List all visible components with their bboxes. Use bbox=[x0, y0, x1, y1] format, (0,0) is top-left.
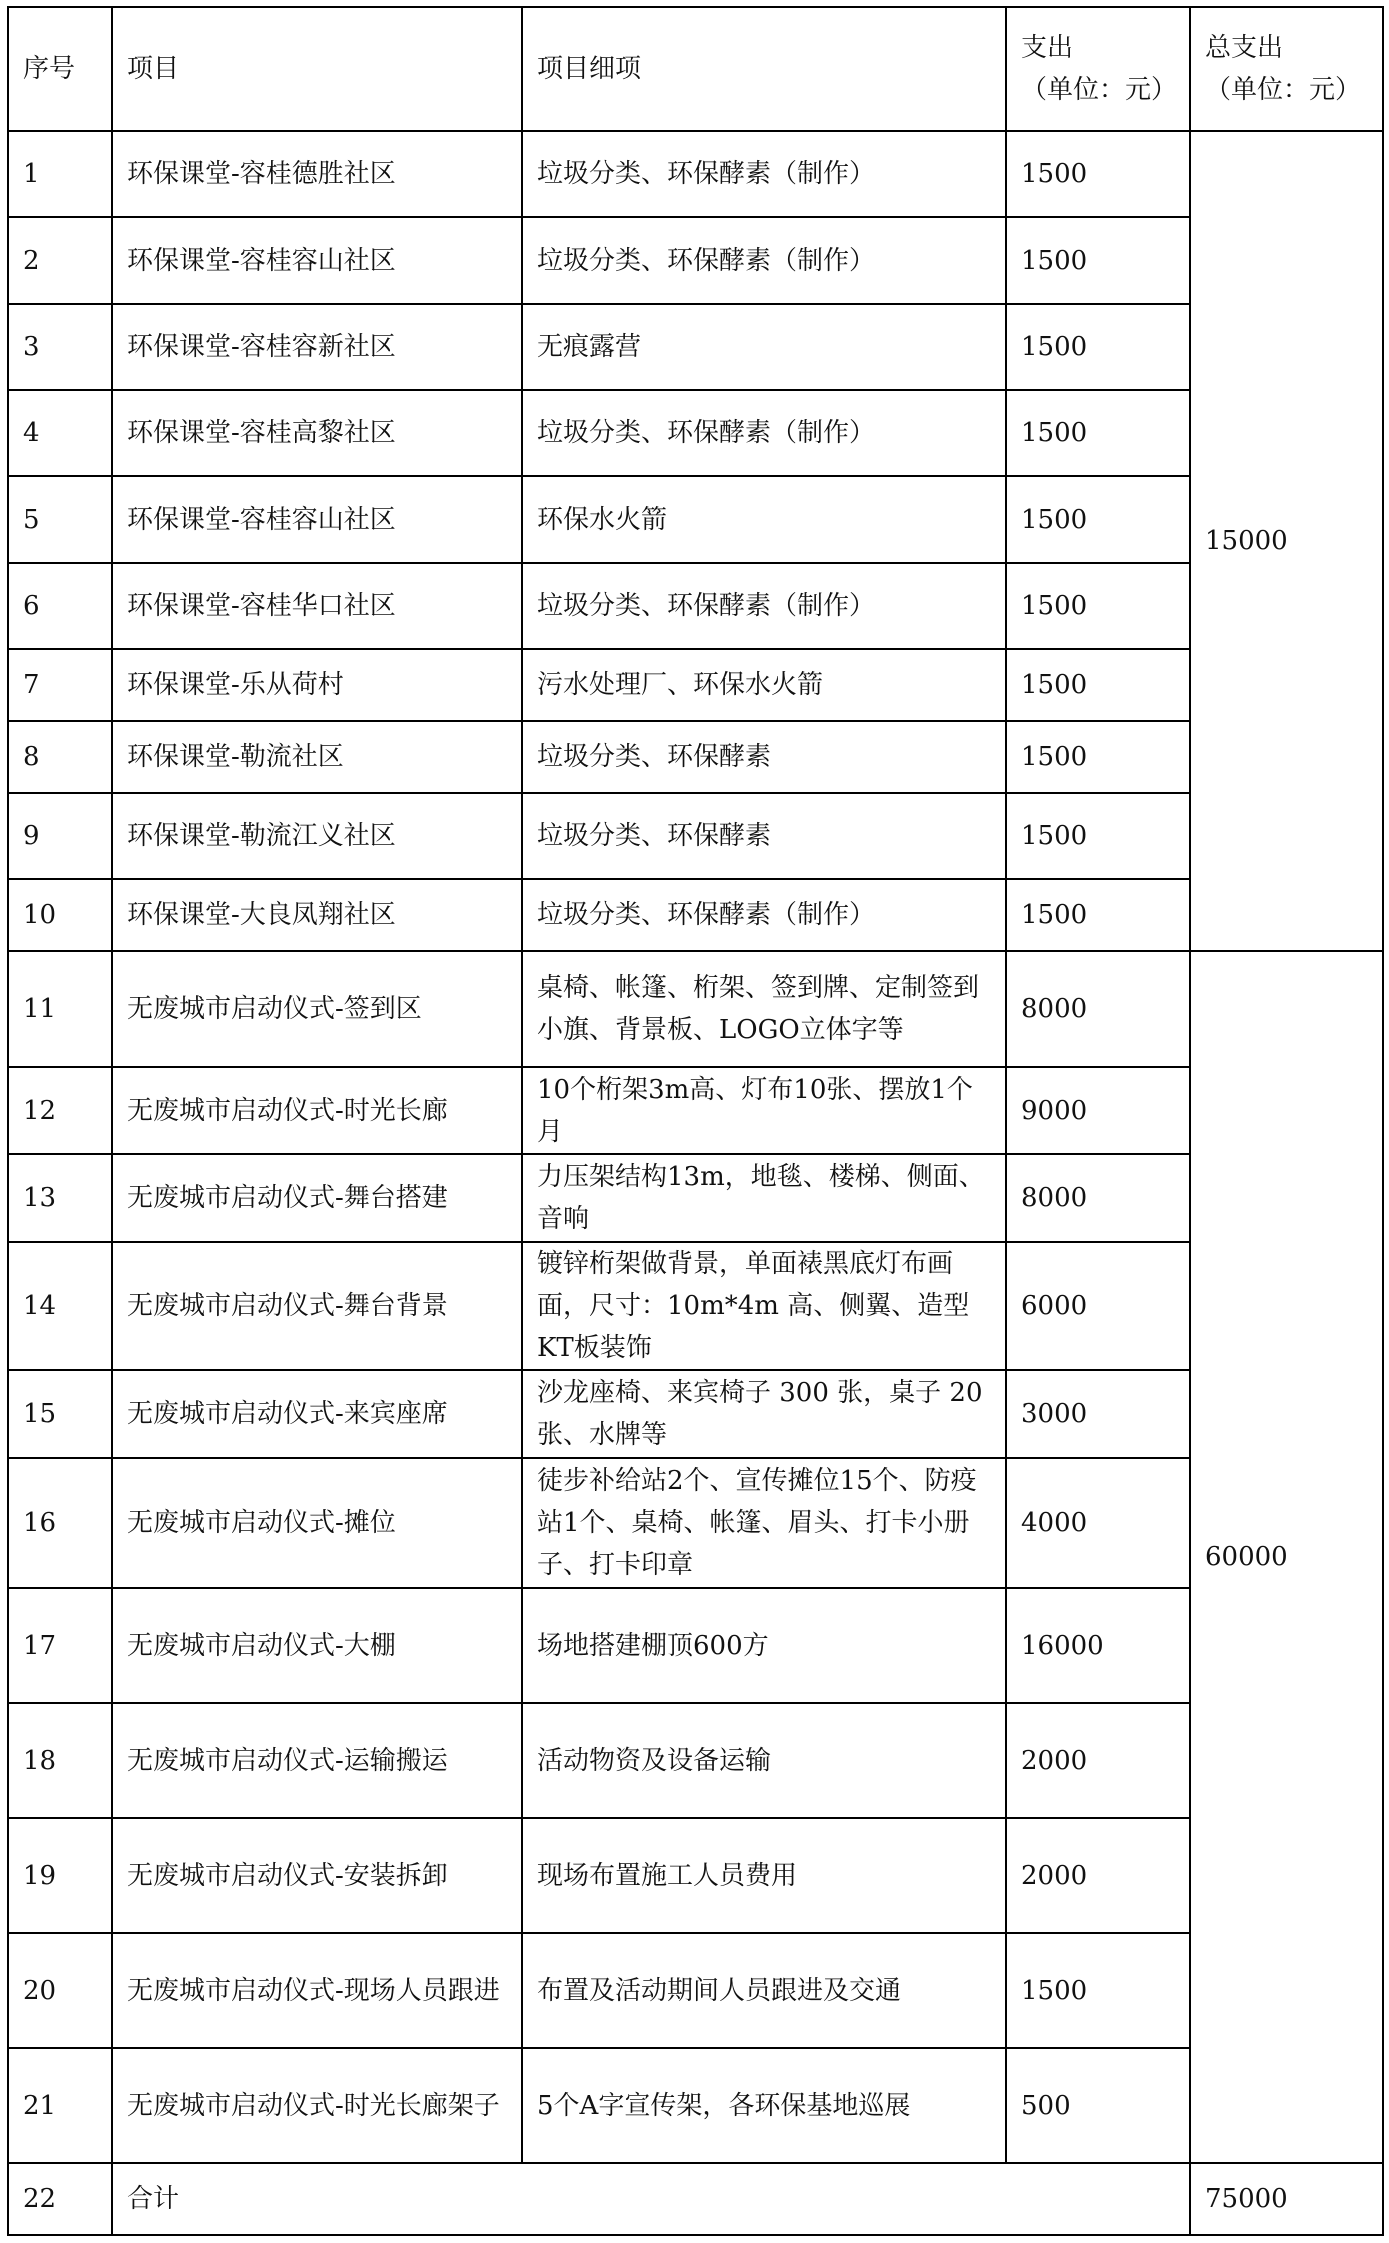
row-cost-cell: 6000 bbox=[1006, 1242, 1190, 1370]
row-cost-cell: 1500 bbox=[1006, 649, 1190, 721]
row-detail-cell: 环保水火箭 bbox=[522, 476, 1006, 563]
header-cost: 支出 （单位：元） bbox=[1006, 7, 1190, 131]
row-project-cell: 无废城市启动仪式-时光长廊 bbox=[112, 1067, 522, 1154]
row-project-cell: 环保课堂-容桂华口社区 bbox=[112, 563, 522, 649]
row-project-cell: 环保课堂-大良凤翔社区 bbox=[112, 879, 522, 951]
table-row bbox=[8, 476, 1383, 563]
row-project-cell: 环保课堂-容桂容山社区 bbox=[112, 476, 522, 563]
row-project-cell: 环保课堂-容桂容山社区 bbox=[112, 217, 522, 304]
row-project-cell: 无废城市启动仪式-安装拆卸 bbox=[112, 1818, 522, 1933]
row-detail-cell: 场地搭建棚顶600方 bbox=[522, 1588, 1006, 1703]
row-index-cell: 20 bbox=[8, 1933, 112, 2048]
row-cost-cell: 1500 bbox=[1006, 1933, 1190, 2048]
summary-row bbox=[8, 2163, 1383, 2235]
table-row bbox=[8, 721, 1383, 793]
row-detail-cell: 垃圾分类、环保酵素（制作） bbox=[522, 390, 1006, 476]
row-cost-cell: 1500 bbox=[1006, 721, 1190, 793]
table-row bbox=[8, 131, 1383, 217]
row-detail-cell: 徒步补给站2个、宣传摊位15个、防疫站1个、桌椅、帐篷、眉头、打卡小册子、打卡印章 bbox=[522, 1458, 1006, 1588]
row-cost-cell: 1500 bbox=[1006, 793, 1190, 879]
summary-total-cell: 75000 bbox=[1190, 2163, 1383, 2235]
row-index-cell: 7 bbox=[8, 649, 112, 721]
row-index-cell: 4 bbox=[8, 390, 112, 476]
table-row bbox=[8, 879, 1383, 951]
summary-label-cell: 合计 bbox=[112, 2163, 1190, 2235]
row-index-cell: 19 bbox=[8, 1818, 112, 1933]
row-detail-cell: 现场布置施工人员费用 bbox=[522, 1818, 1006, 1933]
table-row bbox=[8, 1933, 1383, 2048]
table-row bbox=[8, 951, 1383, 1067]
row-project-cell: 环保课堂-容桂容新社区 bbox=[112, 304, 522, 390]
row-cost-cell: 4000 bbox=[1006, 1458, 1190, 1588]
row-detail-cell: 垃圾分类、环保酵素（制作） bbox=[522, 131, 1006, 217]
table-row bbox=[8, 1818, 1383, 1933]
row-detail-cell: 垃圾分类、环保酵素（制作） bbox=[522, 217, 1006, 304]
summary-index-cell: 22 bbox=[8, 2163, 112, 2235]
row-project-cell: 环保课堂-勒流社区 bbox=[112, 721, 522, 793]
row-index-cell: 15 bbox=[8, 1370, 112, 1458]
table-row bbox=[8, 2048, 1383, 2163]
row-project-cell: 无废城市启动仪式-来宾座席 bbox=[112, 1370, 522, 1458]
row-cost-cell: 2000 bbox=[1006, 1818, 1190, 1933]
row-index-cell: 13 bbox=[8, 1154, 112, 1242]
row-detail-cell: 活动物资及设备运输 bbox=[522, 1703, 1006, 1818]
header-row bbox=[8, 7, 1383, 131]
group-total-cell: 15000 bbox=[1190, 131, 1383, 951]
row-detail-cell: 污水处理厂、环保水火箭 bbox=[522, 649, 1006, 721]
table-row bbox=[8, 793, 1383, 879]
row-index-cell: 18 bbox=[8, 1703, 112, 1818]
header-detail: 项目细项 bbox=[522, 7, 1006, 131]
row-project-cell: 无废城市启动仪式-舞台搭建 bbox=[112, 1154, 522, 1242]
row-project-cell: 环保课堂-乐从荷村 bbox=[112, 649, 522, 721]
row-detail-cell: 垃圾分类、环保酵素 bbox=[522, 721, 1006, 793]
row-project-cell: 环保课堂-容桂高黎社区 bbox=[112, 390, 522, 476]
row-detail-cell: 垃圾分类、环保酵素（制作） bbox=[522, 563, 1006, 649]
row-cost-cell: 1500 bbox=[1006, 476, 1190, 563]
header-project: 项目 bbox=[112, 7, 522, 131]
table-row bbox=[8, 1067, 1383, 1154]
table-row bbox=[8, 563, 1383, 649]
row-detail-cell: 力压架结构13m，地毯、楼梯、侧面、音响 bbox=[522, 1154, 1006, 1242]
row-project-cell: 无废城市启动仪式-签到区 bbox=[112, 951, 522, 1067]
row-index-cell: 3 bbox=[8, 304, 112, 390]
row-project-cell: 无废城市启动仪式-现场人员跟进 bbox=[112, 1933, 522, 2048]
row-index-cell: 6 bbox=[8, 563, 112, 649]
row-detail-cell: 5个A字宣传架，各环保基地巡展 bbox=[522, 2048, 1006, 2163]
row-index-cell: 9 bbox=[8, 793, 112, 879]
group-total-cell: 60000 bbox=[1190, 951, 1383, 2163]
row-index-cell: 5 bbox=[8, 476, 112, 563]
row-cost-cell: 1500 bbox=[1006, 304, 1190, 390]
table-row bbox=[8, 1370, 1383, 1458]
row-cost-cell: 500 bbox=[1006, 2048, 1190, 2163]
header-index: 序号 bbox=[8, 7, 112, 131]
row-cost-cell: 1500 bbox=[1006, 563, 1190, 649]
row-detail-cell: 布置及活动期间人员跟进及交通 bbox=[522, 1933, 1006, 2048]
header-total-cost: 总支出 （单位：元） bbox=[1190, 7, 1383, 131]
row-detail-cell: 10个桁架3m高、灯布10张、摆放1个月 bbox=[522, 1067, 1006, 1154]
row-cost-cell: 1500 bbox=[1006, 390, 1190, 476]
row-index-cell: 21 bbox=[8, 2048, 112, 2163]
table-row bbox=[8, 304, 1383, 390]
row-project-cell: 环保课堂-容桂德胜社区 bbox=[112, 131, 522, 217]
row-detail-cell: 桌椅、帐篷、桁架、签到牌、定制签到小旗、背景板、LOGO立体字等 bbox=[522, 951, 1006, 1067]
row-project-cell: 无废城市启动仪式-舞台背景 bbox=[112, 1242, 522, 1370]
row-detail-cell: 镀锌桁架做背景，单面裱黑底灯布画面，尺寸：10m*4m 高、侧翼、造型KT板装饰 bbox=[522, 1242, 1006, 1370]
row-index-cell: 1 bbox=[8, 131, 112, 217]
row-index-cell: 17 bbox=[8, 1588, 112, 1703]
table-row bbox=[8, 1458, 1383, 1588]
row-project-cell: 无废城市启动仪式-大棚 bbox=[112, 1588, 522, 1703]
row-index-cell: 10 bbox=[8, 879, 112, 951]
row-index-cell: 12 bbox=[8, 1067, 112, 1154]
table-row bbox=[8, 1242, 1383, 1370]
table-row bbox=[8, 649, 1383, 721]
row-cost-cell: 1500 bbox=[1006, 217, 1190, 304]
table-row bbox=[8, 1703, 1383, 1818]
row-index-cell: 14 bbox=[8, 1242, 112, 1370]
row-cost-cell: 9000 bbox=[1006, 1067, 1190, 1154]
table-row bbox=[8, 1154, 1383, 1242]
row-detail-cell: 垃圾分类、环保酵素（制作） bbox=[522, 879, 1006, 951]
row-detail-cell: 无痕露营 bbox=[522, 304, 1006, 390]
row-cost-cell: 1500 bbox=[1006, 879, 1190, 951]
row-cost-cell: 16000 bbox=[1006, 1588, 1190, 1703]
row-cost-cell: 1500 bbox=[1006, 131, 1190, 217]
row-index-cell: 8 bbox=[8, 721, 112, 793]
row-index-cell: 16 bbox=[8, 1458, 112, 1588]
row-index-cell: 11 bbox=[8, 951, 112, 1067]
row-cost-cell: 2000 bbox=[1006, 1703, 1190, 1818]
row-project-cell: 无废城市启动仪式-运输搬运 bbox=[112, 1703, 522, 1818]
row-cost-cell: 8000 bbox=[1006, 1154, 1190, 1242]
row-cost-cell: 3000 bbox=[1006, 1370, 1190, 1458]
table-row bbox=[8, 1588, 1383, 1703]
row-cost-cell: 8000 bbox=[1006, 951, 1190, 1067]
row-project-cell: 无废城市启动仪式-时光长廊架子 bbox=[112, 2048, 522, 2163]
row-index-cell: 2 bbox=[8, 217, 112, 304]
table-row bbox=[8, 217, 1383, 304]
table-row bbox=[8, 390, 1383, 476]
expense-table bbox=[7, 6, 1384, 2236]
row-detail-cell: 垃圾分类、环保酵素 bbox=[522, 793, 1006, 879]
row-project-cell: 环保课堂-勒流江义社区 bbox=[112, 793, 522, 879]
row-project-cell: 无废城市启动仪式-摊位 bbox=[112, 1458, 522, 1588]
row-detail-cell: 沙龙座椅、来宾椅子 300 张，桌子 20张、水牌等 bbox=[522, 1370, 1006, 1458]
